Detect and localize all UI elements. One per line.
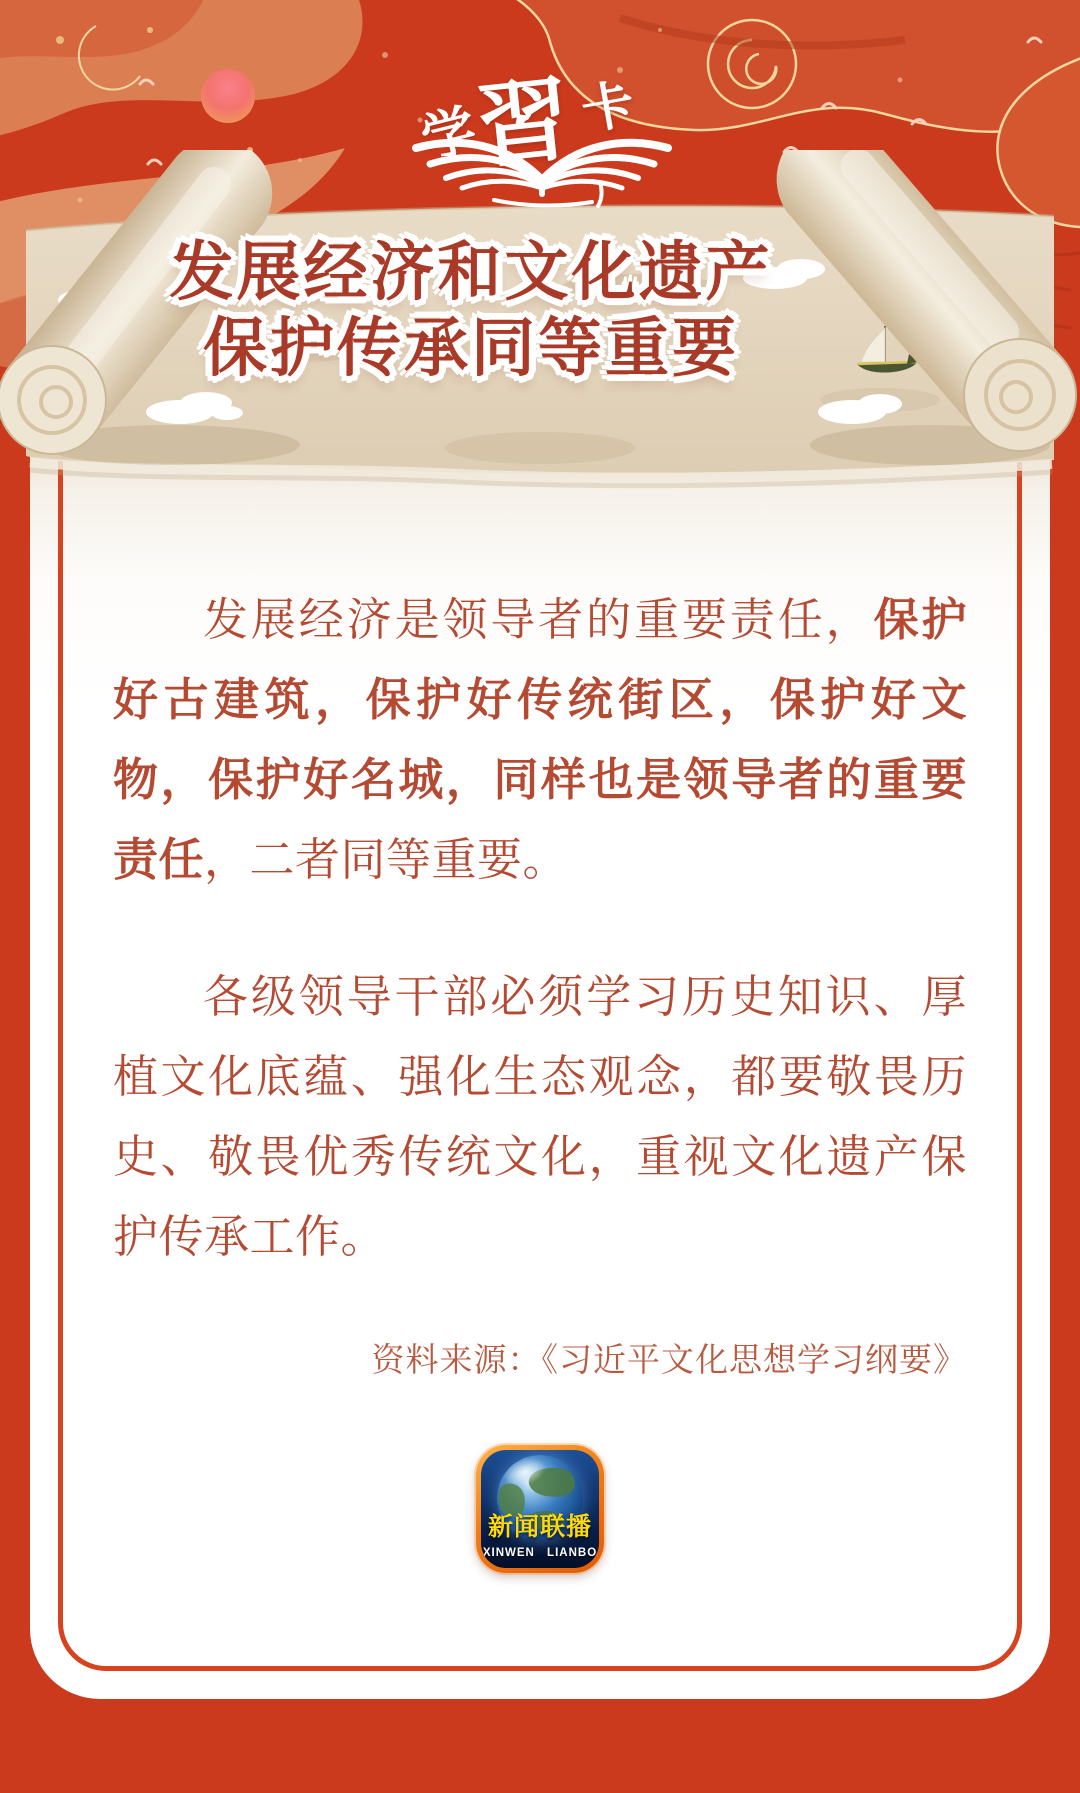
badge-char: 学	[415, 99, 483, 171]
badge-char: 卡	[577, 74, 639, 142]
paragraph-1-tail: ，二者同等重要。	[204, 834, 569, 885]
paragraph-1	[113, 580, 967, 900]
scroll-title	[30, 234, 912, 386]
logo-title-cn: 新闻联播	[487, 1513, 592, 1541]
sun-icon	[201, 69, 255, 123]
content-card	[30, 428, 1050, 1699]
scroll-title-line2: 保护传承同等重要	[203, 312, 739, 384]
xinwen-lianbo-logo	[476, 1445, 604, 1573]
scroll-title-line1: 发展经济和文化遗产	[169, 236, 773, 308]
source-attribution: 资料来源：《习近平文化思想学习纲要》	[371, 1341, 967, 1378]
card-content	[113, 428, 967, 1573]
paragraph-1-lead: 发展经济是领导者的重要责任，	[203, 594, 874, 645]
logo-title-en: XINWEN LIANBO	[482, 1547, 598, 1559]
paragraph-1-emphasis: 保护好古建筑，保护好传统街区，保护好文物，保护好名城，同样也是领导者的重要责任	[113, 594, 967, 885]
study-card-badge	[398, 68, 708, 228]
badge-char: 習	[472, 68, 576, 180]
logo-row	[113, 1445, 967, 1573]
paragraph-2: 各级领导干部必须学习历史知识、厚植文化底蕴、强化生态观念，都要敬畏历史、敬畏优秀传统文化，重视文化遗产保护传承工作。	[113, 971, 967, 1262]
logo-background	[481, 1450, 599, 1568]
open-book-icon	[402, 118, 682, 208]
